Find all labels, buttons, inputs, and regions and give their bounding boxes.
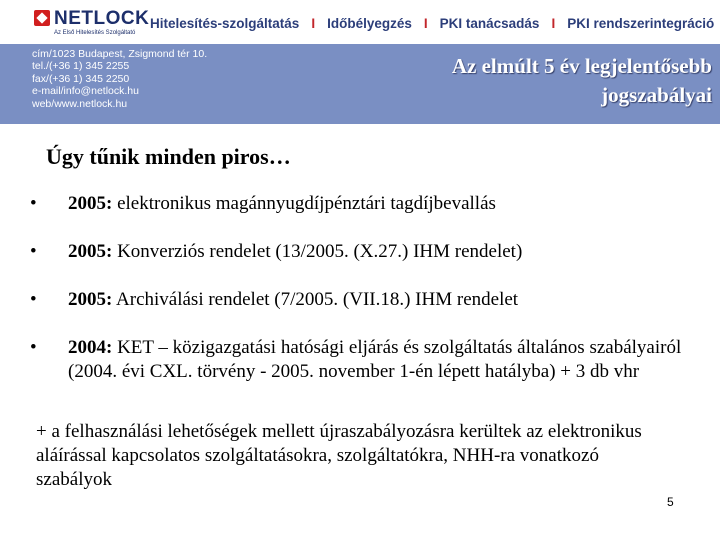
list-item bbox=[30, 192, 700, 216]
nav-item-pki-rendszerintegracio[interactable]: PKI rendszerintegráció bbox=[567, 15, 715, 31]
main-nav bbox=[150, 14, 714, 32]
bullet-year: 2005: bbox=[68, 193, 113, 214]
bullet-year: 2005: bbox=[68, 289, 113, 310]
list-item bbox=[30, 288, 700, 312]
bullet-list bbox=[30, 192, 700, 408]
nav-item-idobelyegzes[interactable]: Időbélyegzés bbox=[327, 15, 412, 31]
nav-separator: I bbox=[311, 15, 316, 31]
bullet-text: KET – közigazgatási hatósági eljárás és szolgáltatás általános szabályairól (2004. évi CXL. törvény - 2005. november 1-én lépett hatályba) + 3 db vhr bbox=[68, 337, 682, 382]
bullet-text: Konverziós rendelet (13/2005. (X.27.) IHM rendelet) bbox=[112, 241, 523, 262]
nav-separator: I bbox=[423, 15, 428, 31]
contact-email: e-mail/info@netlock.hu bbox=[32, 85, 139, 98]
closing-paragraph: + a felhasználási lehetőségek mellett újraszabályozásra kerültek az elektronikus aláírással kapcsolatos szolgáltatásokra, szolgáltatókra, NHH-ra vonatkozó szabályok bbox=[36, 421, 642, 490]
contact-web: web/www.netlock.hu bbox=[32, 97, 128, 110]
contact-block bbox=[32, 48, 207, 110]
page-number: 5 bbox=[667, 495, 674, 509]
slide-title: Az elmúlt 5 év legjelentősebb jogszabályai bbox=[451, 54, 712, 107]
contact-fax: fax/(+36 1) 345 2250 bbox=[32, 72, 130, 85]
bullet-icon: • bbox=[30, 241, 37, 262]
email-link[interactable]: info@netlock.hu bbox=[63, 85, 139, 98]
bullet-text: elektronikus magánnyugdíjpénztári tagdíjbevallás bbox=[112, 193, 496, 214]
top-navigation-bar bbox=[0, 0, 720, 44]
netlock-logo-icon bbox=[34, 10, 50, 26]
netlock-logo[interactable] bbox=[34, 8, 154, 42]
list-item bbox=[30, 336, 700, 384]
nav-separator: I bbox=[551, 15, 556, 31]
nav-item-pki-tanacsadas[interactable]: PKI tanácsadás bbox=[439, 15, 540, 31]
header-band bbox=[0, 44, 720, 124]
web-link[interactable]: www.netlock.hu bbox=[54, 97, 128, 110]
contact-address: cím/1023 Budapest, Zsigmond tér 10. bbox=[32, 48, 208, 60]
bullet-year: 2004: bbox=[68, 337, 113, 358]
bullet-text: Archiválási rendelet (7/2005. (VII.18.) IHM rendelet bbox=[112, 289, 519, 310]
list-item bbox=[30, 240, 700, 264]
contact-tel: tel./(+36 1) 345 2255 bbox=[32, 60, 130, 73]
bullet-icon: • bbox=[30, 337, 37, 358]
nav-item-hitelesites[interactable]: Hitelesítés-szolgáltatás bbox=[150, 15, 300, 31]
logo-text: NETLOCK bbox=[54, 8, 150, 29]
logo-subtitle: Az Első Hitelesítés Szolgáltató bbox=[54, 30, 136, 36]
slide-subtitle: Úgy tűnik minden piros… bbox=[46, 144, 291, 169]
bullet-icon: • bbox=[30, 289, 37, 310]
bullet-icon: • bbox=[30, 193, 37, 214]
bullet-year: 2005: bbox=[68, 241, 113, 262]
